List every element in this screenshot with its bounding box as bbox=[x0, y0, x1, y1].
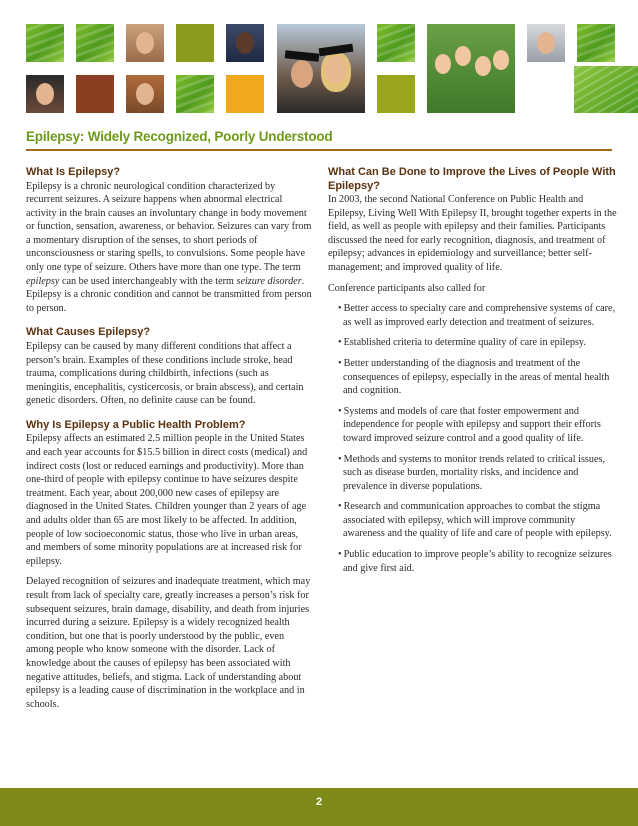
color-tile bbox=[76, 75, 114, 113]
fern-image bbox=[574, 66, 638, 113]
leaf-image bbox=[377, 24, 415, 62]
color-tile bbox=[377, 75, 415, 113]
paragraph: Epilepsy is a chronic neurological condition characterized by recurrent seizures. A seizure happens when abnormal electrical activity in the brain causes an involuntary change in body movement or function, sensation, awareness, or behavior. Seizures can vary from a momentary disruption of the senses, to short periods of unconsciousness or staring spells, to convulsions. Some people have only one type of seizure. Others have more than one type. The term epilepsy can be used interchangeably with the term seizure disorder. Epilepsy is a chronic condition and cannot be transmitted from person to person. bbox=[26, 180, 312, 314]
right-column bbox=[328, 166, 618, 582]
page-number: 2 bbox=[315, 796, 323, 808]
list-item: • Better access to specialty care and comprehensive systems of care, as well as improved early detection and treatment of seizures. bbox=[328, 302, 618, 329]
list-item: • Methods and systems to monitor trends related to critical issues, such as disease burden, mortality risks, and incidence and prevalence in diverse populations. bbox=[328, 453, 618, 494]
children-group-photo bbox=[427, 24, 515, 113]
paragraph: Conference participants also called for bbox=[328, 282, 486, 294]
header-photo-strip bbox=[0, 0, 638, 120]
section-heading: What Is Epilepsy? bbox=[26, 166, 121, 178]
left-column bbox=[26, 166, 312, 711]
woman-portrait-image bbox=[126, 75, 164, 113]
recommendations-list bbox=[328, 302, 618, 575]
paragraph: In 2003, the second National Conference on Public Health and Epilepsy, Living Well With Epilepsy II, brought together experts in the field, as well as people with epilepsy and their families. Participants discussed the need for early recognition, diagnosis, and treatment of epilepsy; advances in epidemiology and surveillance; better self-management; and improved quality of life. bbox=[328, 194, 617, 273]
leaf-image bbox=[26, 24, 64, 62]
man-portrait-image bbox=[226, 24, 264, 62]
list-item: • Public education to improve people’s ability to recognize seizures and give first aid. bbox=[328, 548, 618, 575]
leaf-image bbox=[577, 24, 615, 62]
girl-portrait-image bbox=[126, 24, 164, 62]
page-title: Epilepsy: Widely Recognized, Poorly Understood bbox=[26, 129, 333, 144]
list-item: • Systems and models of care that foster empowerment and independence for people with epilepsy and support their efforts toward improved seizure control and a good quality of life. bbox=[328, 405, 618, 446]
section-heading: Why Is Epilepsy a Public Health Problem? bbox=[26, 418, 246, 431]
paragraph: Epilepsy can be caused by many different conditions that affect a person’s brain. Examples of these conditions include stroke, head trauma, complications during childbirth, infections (such as meningitis, encephalitis, cysticercosis, or brain abscess), and certain genetic disorders. Often, no definite cause can be found. bbox=[26, 340, 304, 407]
list-item: • Established criteria to determine quality of care in epilepsy. bbox=[328, 336, 618, 350]
paragraph: Delayed recognition of seizures and inadequate treatment, which may result from lack of specialty care, greatly increases a person’s risk for subsequent seizures, brain damage, disability, and death from injuries incurred during a seizure. Epilepsy is a widely recognized health condition, but one that is poorly understood by the public, even among people who know someone with the disorder. Lack of knowledge about the causes of epilepsy has been associated with negative attitudes, beliefs, and stigma. Lack of understanding about epilepsy is a leading cause of discrimination in the workplace and in schools. bbox=[26, 576, 311, 710]
paragraph: Epilepsy affects an estimated 2.5 million people in the United States and each year accounts for $15.5 billion in direct costs (medical) and indirect costs (lost or reduced earnings and productivity). More than one-third of people with epilepsy continue to have seizures despite treatment. Each year, about 200,000 new cases of epilepsy are diagnosed in the United States. Children younger than 2 years of age and adults older than 65 are most likely to be affected. In addition, people of low socioeconomic status, those who live in urban areas, and members of some minority populations are at increased risk for epilepsy. bbox=[26, 433, 308, 567]
color-tile bbox=[176, 24, 214, 62]
list-item: • Research and communication approaches to combat the stigma associated with epilepsy, which will improve community awareness and the quality of life and care of people with epilepsy. bbox=[328, 500, 618, 541]
leaf-image bbox=[176, 75, 214, 113]
older-man-portrait-image bbox=[527, 24, 565, 62]
list-item: • Better understanding of the diagnosis and treatment of the consequences of epilepsy, especially in the areas of mental health and cognition. bbox=[328, 357, 618, 398]
title-divider bbox=[26, 149, 612, 151]
section-heading: What Can Be Done to Improve the Lives of People With Epilepsy? bbox=[328, 166, 616, 192]
graduates-photo bbox=[277, 24, 365, 113]
woman-portrait-image bbox=[26, 75, 64, 113]
color-tile bbox=[226, 75, 264, 113]
section-heading: What Causes Epilepsy? bbox=[26, 326, 151, 339]
leaf-image bbox=[76, 24, 114, 62]
